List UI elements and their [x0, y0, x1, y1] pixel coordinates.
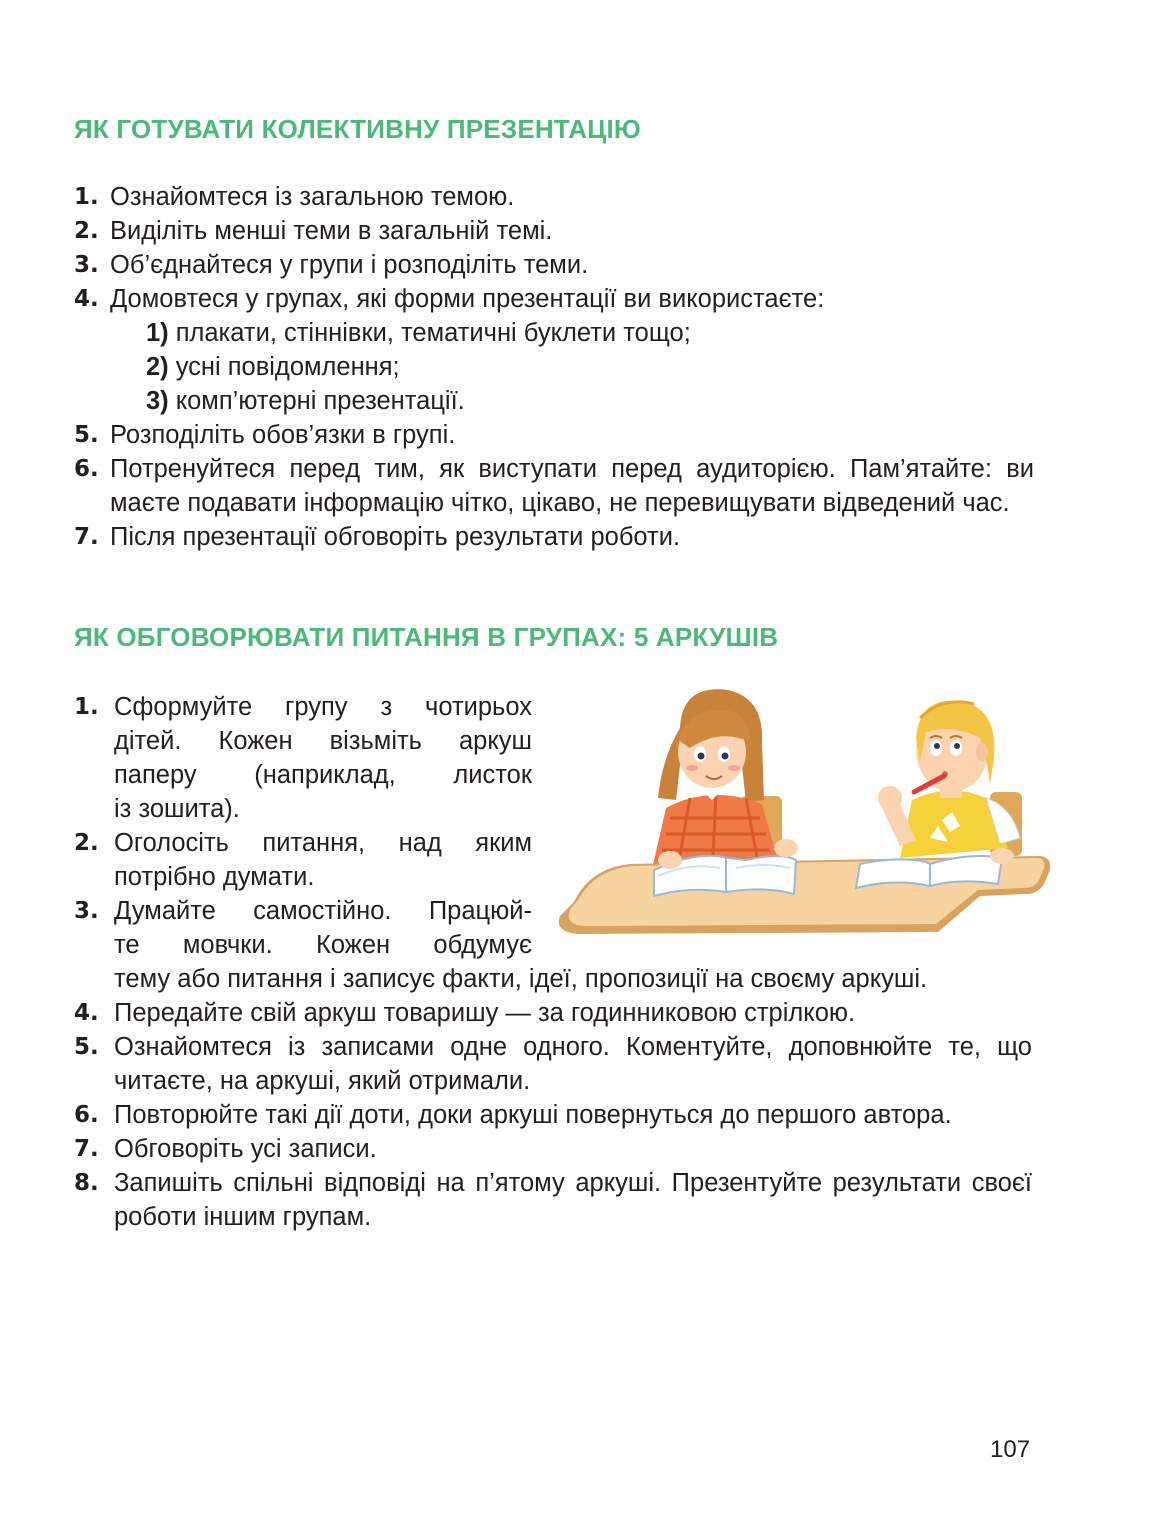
item-text: Потренуйтеся перед тим, як виступати перед аудиторією. Пам’ятайте: ви маєте подавати інформацію чітко, цікаво, не перевищувати відведений час.	[110, 455, 1034, 517]
item-text-line: Думайте самостійно. Працюй-	[114, 897, 532, 925]
item-number: 2.	[74, 830, 99, 856]
item-number: 1.	[74, 694, 99, 720]
item-text-line: Сформуйте групу з чотирьох	[114, 693, 532, 721]
item-number: 8.	[74, 1170, 99, 1196]
sub-list-item	[146, 384, 1034, 418]
item-text: Після презентації обговоріть результати роботи.	[110, 523, 681, 551]
item-number: 6.	[74, 1102, 99, 1128]
sub-item-number: 1)	[146, 319, 169, 347]
item-text-line: дітей. Кожен візьміть аркуш	[114, 727, 532, 755]
list-item	[74, 1132, 1032, 1166]
sub-list	[110, 316, 1034, 418]
item-text: тему або питання і записує факти, ідеї, пропозиції на своєму аркуші.	[114, 965, 928, 993]
item-text-line: потрібно думати.	[114, 863, 315, 891]
item-number: 4.	[74, 1000, 99, 1026]
item-text: Запишіть спільні відповіді на п’ятому аркуші. Презентуйте результати своєї роботи іншим групам.	[114, 1169, 1032, 1231]
item-text: Ознайомтеся із загальною темою.	[110, 183, 515, 211]
list-item	[74, 248, 1034, 282]
sub-item-text: комп’ютерні презентації.	[175, 387, 465, 415]
list-item	[74, 520, 1034, 554]
item-text: Виділіть менші теми в загальній темі.	[110, 217, 553, 245]
item-number: 2.	[74, 218, 99, 244]
item-text: Повторюйте такі дії доти, доки аркуші повернуться до першого автора.	[114, 1101, 952, 1129]
girl-figure	[650, 689, 780, 878]
section-2-heading: ЯК ОБГОВОРЮВАТИ ПИТАННЯ В ГРУПАХ: 5 АРКУШІВ	[74, 622, 779, 652]
item-text-line: Оголосіть питання, над яким	[114, 829, 532, 857]
sub-list-item	[146, 316, 1034, 350]
item-number: 1.	[74, 184, 99, 210]
item-number: 7.	[74, 524, 99, 550]
item-text: Розподіліть обов’язки в групі.	[110, 421, 456, 449]
item-text: Об’єднайтеся у групи і розподіліть теми.	[110, 251, 589, 279]
presentation-steps-list	[74, 180, 1034, 554]
boy-figure	[878, 701, 1020, 858]
sub-item-number: 3)	[146, 387, 169, 415]
sub-item-number: 2)	[146, 353, 169, 381]
list-item	[74, 282, 1034, 418]
item-text-line: те мовчки. Кожен обдумує	[114, 931, 532, 959]
item-text-line: паперу (наприклад, листок	[114, 761, 532, 789]
list-item	[74, 418, 1034, 452]
item-number: 5.	[74, 1034, 99, 1060]
list-item	[74, 996, 1032, 1030]
item-number: 6.	[74, 456, 99, 482]
sub-item-text: усні повідомлення;	[175, 353, 400, 381]
children-at-desk-illustration	[550, 688, 1054, 940]
item-text: Ознайомтеся із записами одне одного. Коментуйте, доповнюйте те, що читаєте, на аркуші, який отримали.	[114, 1033, 1032, 1095]
item-text-line: із зошита).	[114, 795, 240, 823]
item-number: 3.	[74, 252, 99, 278]
sub-item-text: плакати, стіннівки, тематичні буклети тощо;	[175, 319, 691, 347]
item-number: 5.	[74, 422, 99, 448]
item-number: 7.	[74, 1136, 99, 1162]
page-number: 107	[990, 1436, 1031, 1463]
list-item	[74, 214, 1034, 248]
list-item	[74, 452, 1034, 520]
item-text: Домовтеся у групах, які форми презентації ви використаєте:	[110, 285, 825, 313]
list-item	[74, 180, 1034, 214]
list-item	[74, 1098, 1032, 1132]
list-item	[74, 1030, 1032, 1098]
sub-list-item	[146, 350, 1034, 384]
section-1-heading: ЯК ГОТУВАТИ КОЛЕКТИВНУ ПРЕЗЕНТАЦІЮ	[74, 114, 641, 144]
item-text: Обговоріть усі записи.	[114, 1135, 377, 1163]
item-number: 3.	[74, 898, 99, 924]
list-item	[74, 1166, 1032, 1234]
item-number: 4.	[74, 286, 99, 312]
item-text: Передайте свій аркуш товаришу — за годинниковою стрілкою.	[114, 999, 856, 1027]
